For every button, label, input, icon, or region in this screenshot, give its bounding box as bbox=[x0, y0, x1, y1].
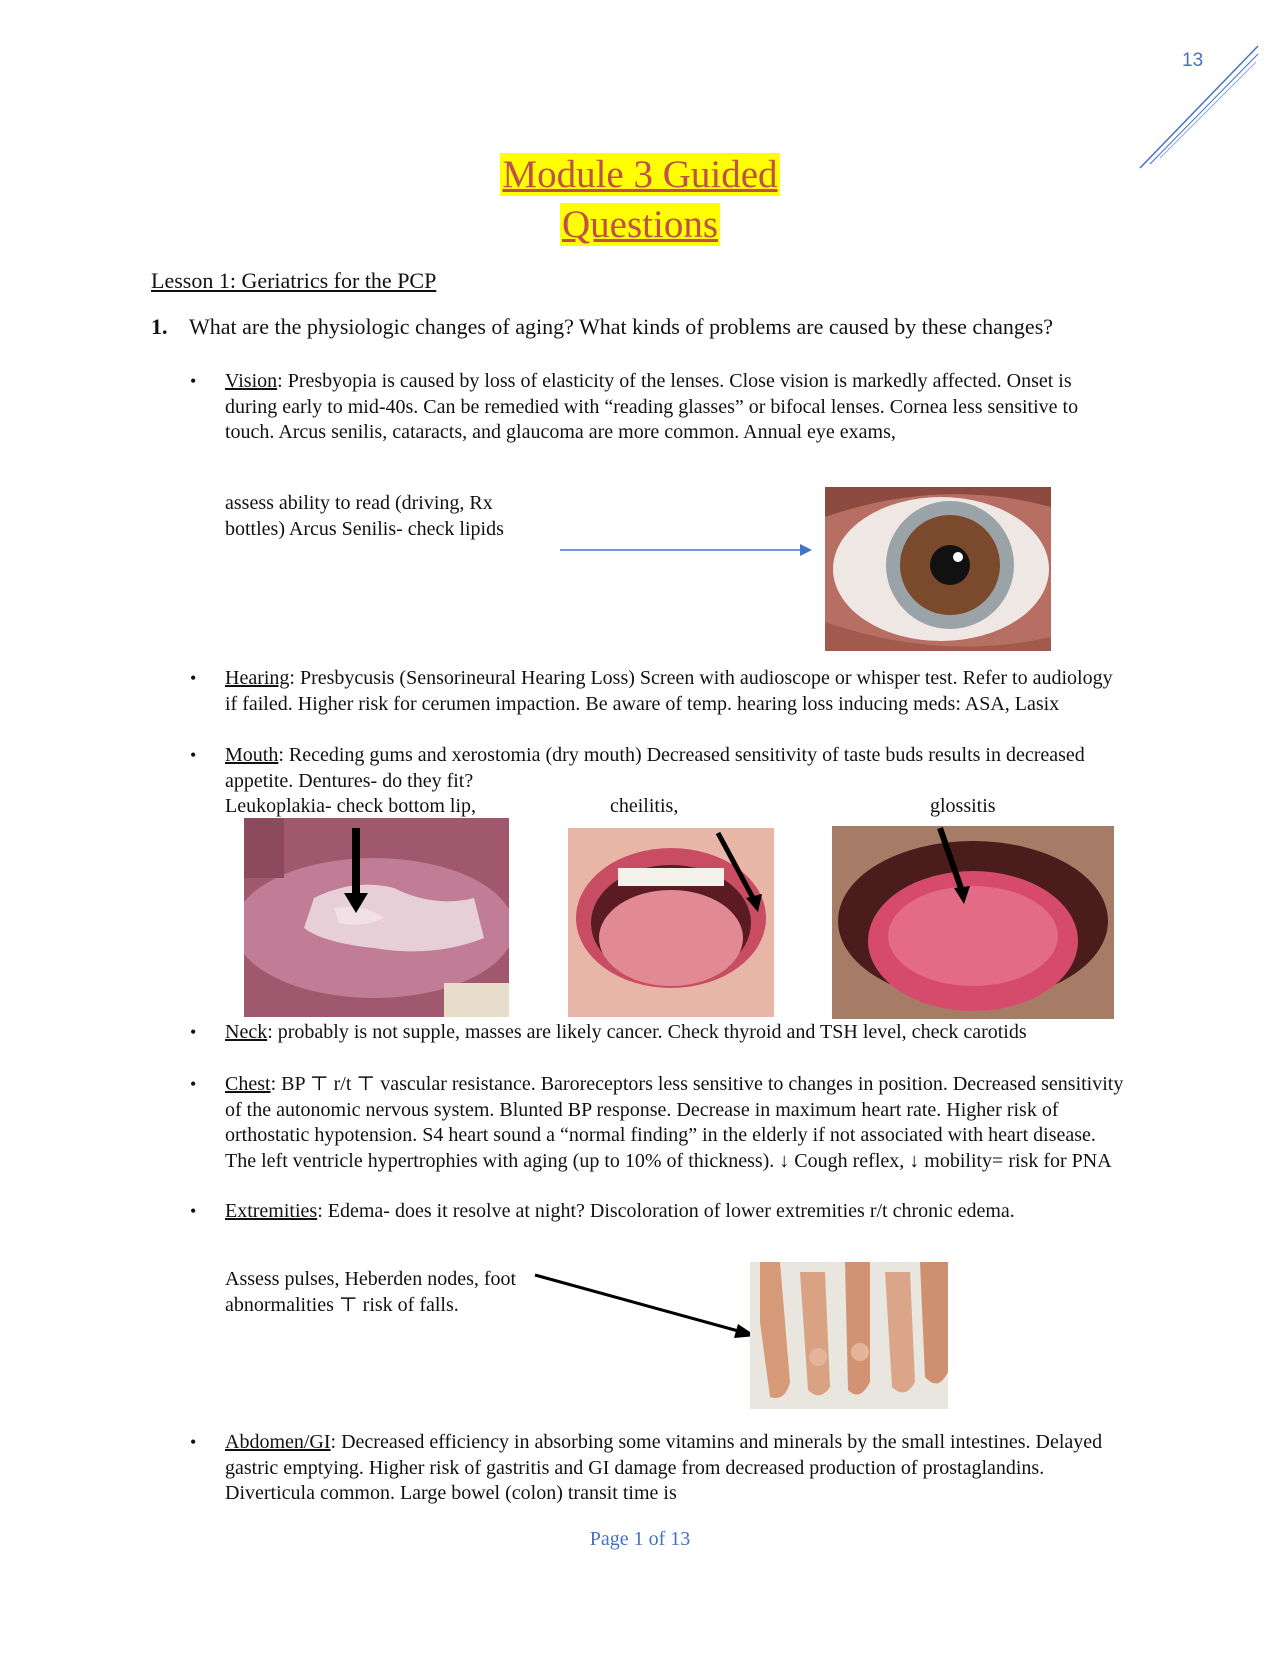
chest-text: : BP ⊤ r/t ⊤ vascular resistance. Baroreceptors less sensitive to changes in position. Decreased sensitivity of the autonomic nervous system. Blunted BP response. Decrease in maximum heart rate. Higher risk of orthostatic hypotension. S4 heart sound a “normal finding” in the elderly if not associated with heart disease. The left ventricle hypertrophies with aging (up to 10% of thickness). ↓ Cough reflex, ↓ mobility= risk for PNA bbox=[225, 1073, 1124, 1172]
cheilitis-image bbox=[568, 828, 774, 1017]
caption-glossitis: glossitis bbox=[930, 795, 996, 817]
abdomen-label: Abdomen/GI bbox=[225, 1431, 331, 1453]
caption-cheilitis: cheilitis, bbox=[610, 795, 679, 817]
abdomen-text: : Decreased efficiency in absorbing some vitamins and minerals by the small intestines. Delayed gastric emptying. Higher risk of gastritis and GI damage from decreased production of prostaglandins. Diverticula common. Large bowel (colon) transit time is bbox=[225, 1431, 1103, 1504]
bullet-icon: • bbox=[190, 1432, 197, 1452]
extremities-text: : Edema- does it resolve at night? Discoloration of lower extremities r/t chronic edema. bbox=[317, 1200, 1015, 1222]
title-line-1: Module 3 Guided bbox=[502, 153, 778, 196]
mouth-label: Mouth bbox=[225, 744, 279, 766]
leukoplakia-image bbox=[244, 818, 509, 1017]
vision-text: : Presbyopia is caused by loss of elasticity of the lenses. Close vision is markedly affected. Onset is during early to mid-40s. Can be remedied with “reading glasses” or bifocal lenses. Cornea less sensitive to touch. Arcus senilis, cataracts, and glaucoma are more common. Annual eye exams, bbox=[225, 370, 1079, 443]
vision-extra: assess ability to read (driving, Rx bottles) Arcus Senilis- check lipids bbox=[225, 492, 504, 540]
bullet-icon: • bbox=[190, 745, 197, 765]
extremities-extra: Assess pulses, Heberden nodes, foot abnormalities ⊤ risk of falls. bbox=[225, 1268, 517, 1316]
vision-label: Vision bbox=[225, 370, 278, 392]
question-text: What are the physiologic changes of aging? What kinds of problems are caused by these changes? bbox=[189, 314, 1054, 339]
hearing-text: : Presbycusis (Sensorineural Hearing Loss) Screen with audioscope or whisper test. Refer to audiology if failed. Higher risk for cerumen impaction. Be aware of temp. hearing loss inducing meds: ASA, Lasix bbox=[225, 667, 1113, 715]
bullet-icon: • bbox=[190, 1201, 197, 1221]
arrow-to-eye bbox=[555, 540, 815, 560]
heberden-nodes-image bbox=[750, 1262, 948, 1409]
mouth-text: : Receding gums and xerostomia (dry mouth) Decreased sensitivity of taste buds results in decreased appetite. Dentures- do they fit? bbox=[225, 744, 1085, 792]
caption-leukoplakia: Leukoplakia- check bottom lip, bbox=[225, 795, 477, 817]
page-title bbox=[0, 150, 1280, 250]
title-line-2: Questions bbox=[562, 203, 718, 246]
question-number: 1. bbox=[151, 314, 168, 339]
page-number: 13 bbox=[1182, 50, 1204, 71]
neck-text: : probably is not supple, masses are likely cancer. Check thyroid and TSH level, check carotids bbox=[267, 1021, 1027, 1043]
extremities-label: Extremities bbox=[225, 1200, 318, 1222]
bullet-icon: • bbox=[190, 1074, 197, 1094]
page-footer: Page 1 of 13 bbox=[589, 1528, 691, 1550]
glossitis-image bbox=[832, 826, 1114, 1019]
bullet-icon: • bbox=[190, 668, 197, 688]
lesson-heading: Lesson 1: Geriatrics for the PCP bbox=[151, 268, 437, 293]
bullet-icon: • bbox=[190, 1022, 197, 1042]
chest-label: Chest bbox=[225, 1073, 271, 1095]
bullet-icon: • bbox=[190, 371, 197, 391]
hearing-label: Hearing bbox=[225, 667, 290, 689]
arcus-senilis-eye-image bbox=[825, 487, 1051, 651]
arrow-to-hands bbox=[530, 1270, 760, 1340]
neck-label: Neck bbox=[225, 1021, 268, 1043]
